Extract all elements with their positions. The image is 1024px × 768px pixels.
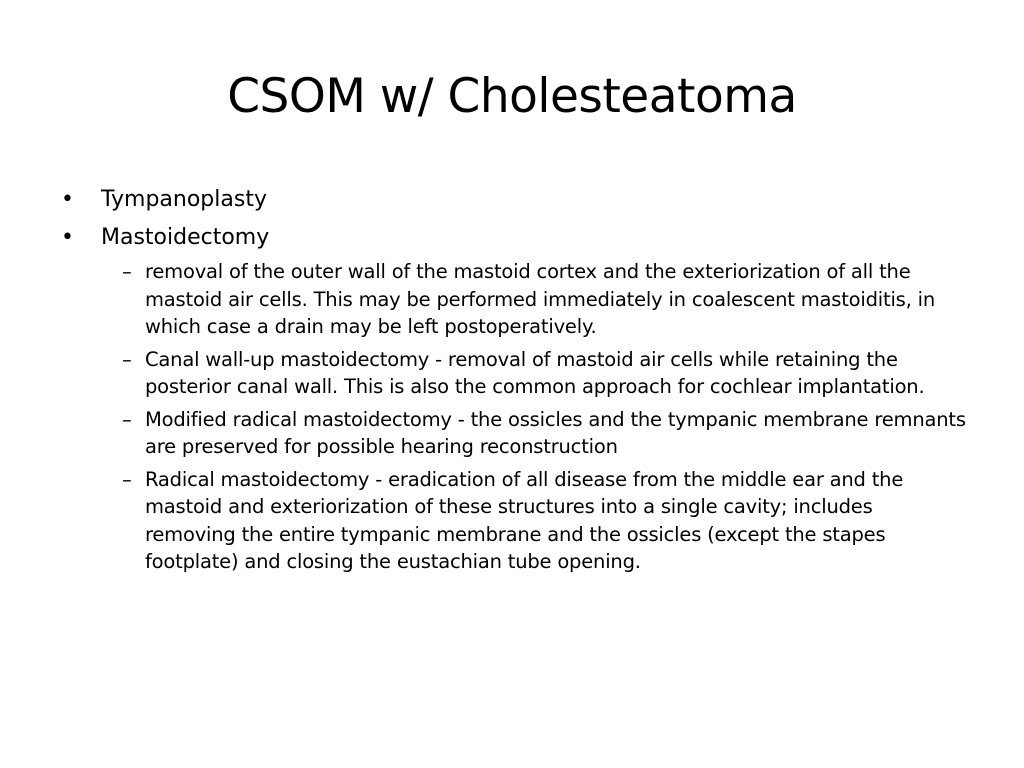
- bullet-list: [61, 182, 968, 576]
- sub-bullet-item: [101, 466, 968, 576]
- bullet-text: Tympanoplasty: [101, 187, 267, 212]
- sub-bullet-text: removal of the outer wall of the mastoid cortex and the exteriorization of all the mastoid air cells. This may be performed immediately in coalescent mastoiditis, in which case a drain may be left postoperatively.: [145, 260, 936, 338]
- bullet-icon: •: [61, 187, 74, 212]
- dash-icon: –: [122, 347, 132, 371]
- sub-bullet-item: [101, 406, 968, 461]
- dash-icon: –: [122, 407, 132, 431]
- sub-bullet-text: Modified radical mastoidectomy - the ossicles and the tympanic membrane remnants are preserved for possible hearing reconstruction: [145, 407, 966, 458]
- bullet-icon: •: [61, 225, 74, 250]
- sub-bullet-item: [101, 346, 968, 401]
- sub-bullet-text: Radical mastoidectomy - eradication of all disease from the middle ear and the mastoid and exteriorization of these structures into a single cavity; includes removing the entire tympanic membrane and the ossicles (except the stapes footplate) and closing the eustachian tube opening.: [145, 467, 904, 573]
- dash-icon: –: [122, 467, 132, 491]
- dash-icon: –: [122, 260, 132, 283]
- bullet-item-tympanoplasty: [61, 182, 968, 218]
- sub-bullet-list: [101, 258, 968, 576]
- sub-bullet-item: [101, 258, 968, 341]
- bullet-item-mastoidectomy: [61, 220, 968, 576]
- slide-title: CSOM w/ Cholesteatoma: [227, 69, 797, 124]
- bullet-text: Mastoidectomy: [101, 225, 270, 250]
- slide-body: [61, 182, 968, 581]
- sub-bullet-text: Canal wall-up mastoidectomy - removal of mastoid air cells while retaining the posterior canal wall. This is also the common approach for cochlear implantation.: [145, 347, 925, 398]
